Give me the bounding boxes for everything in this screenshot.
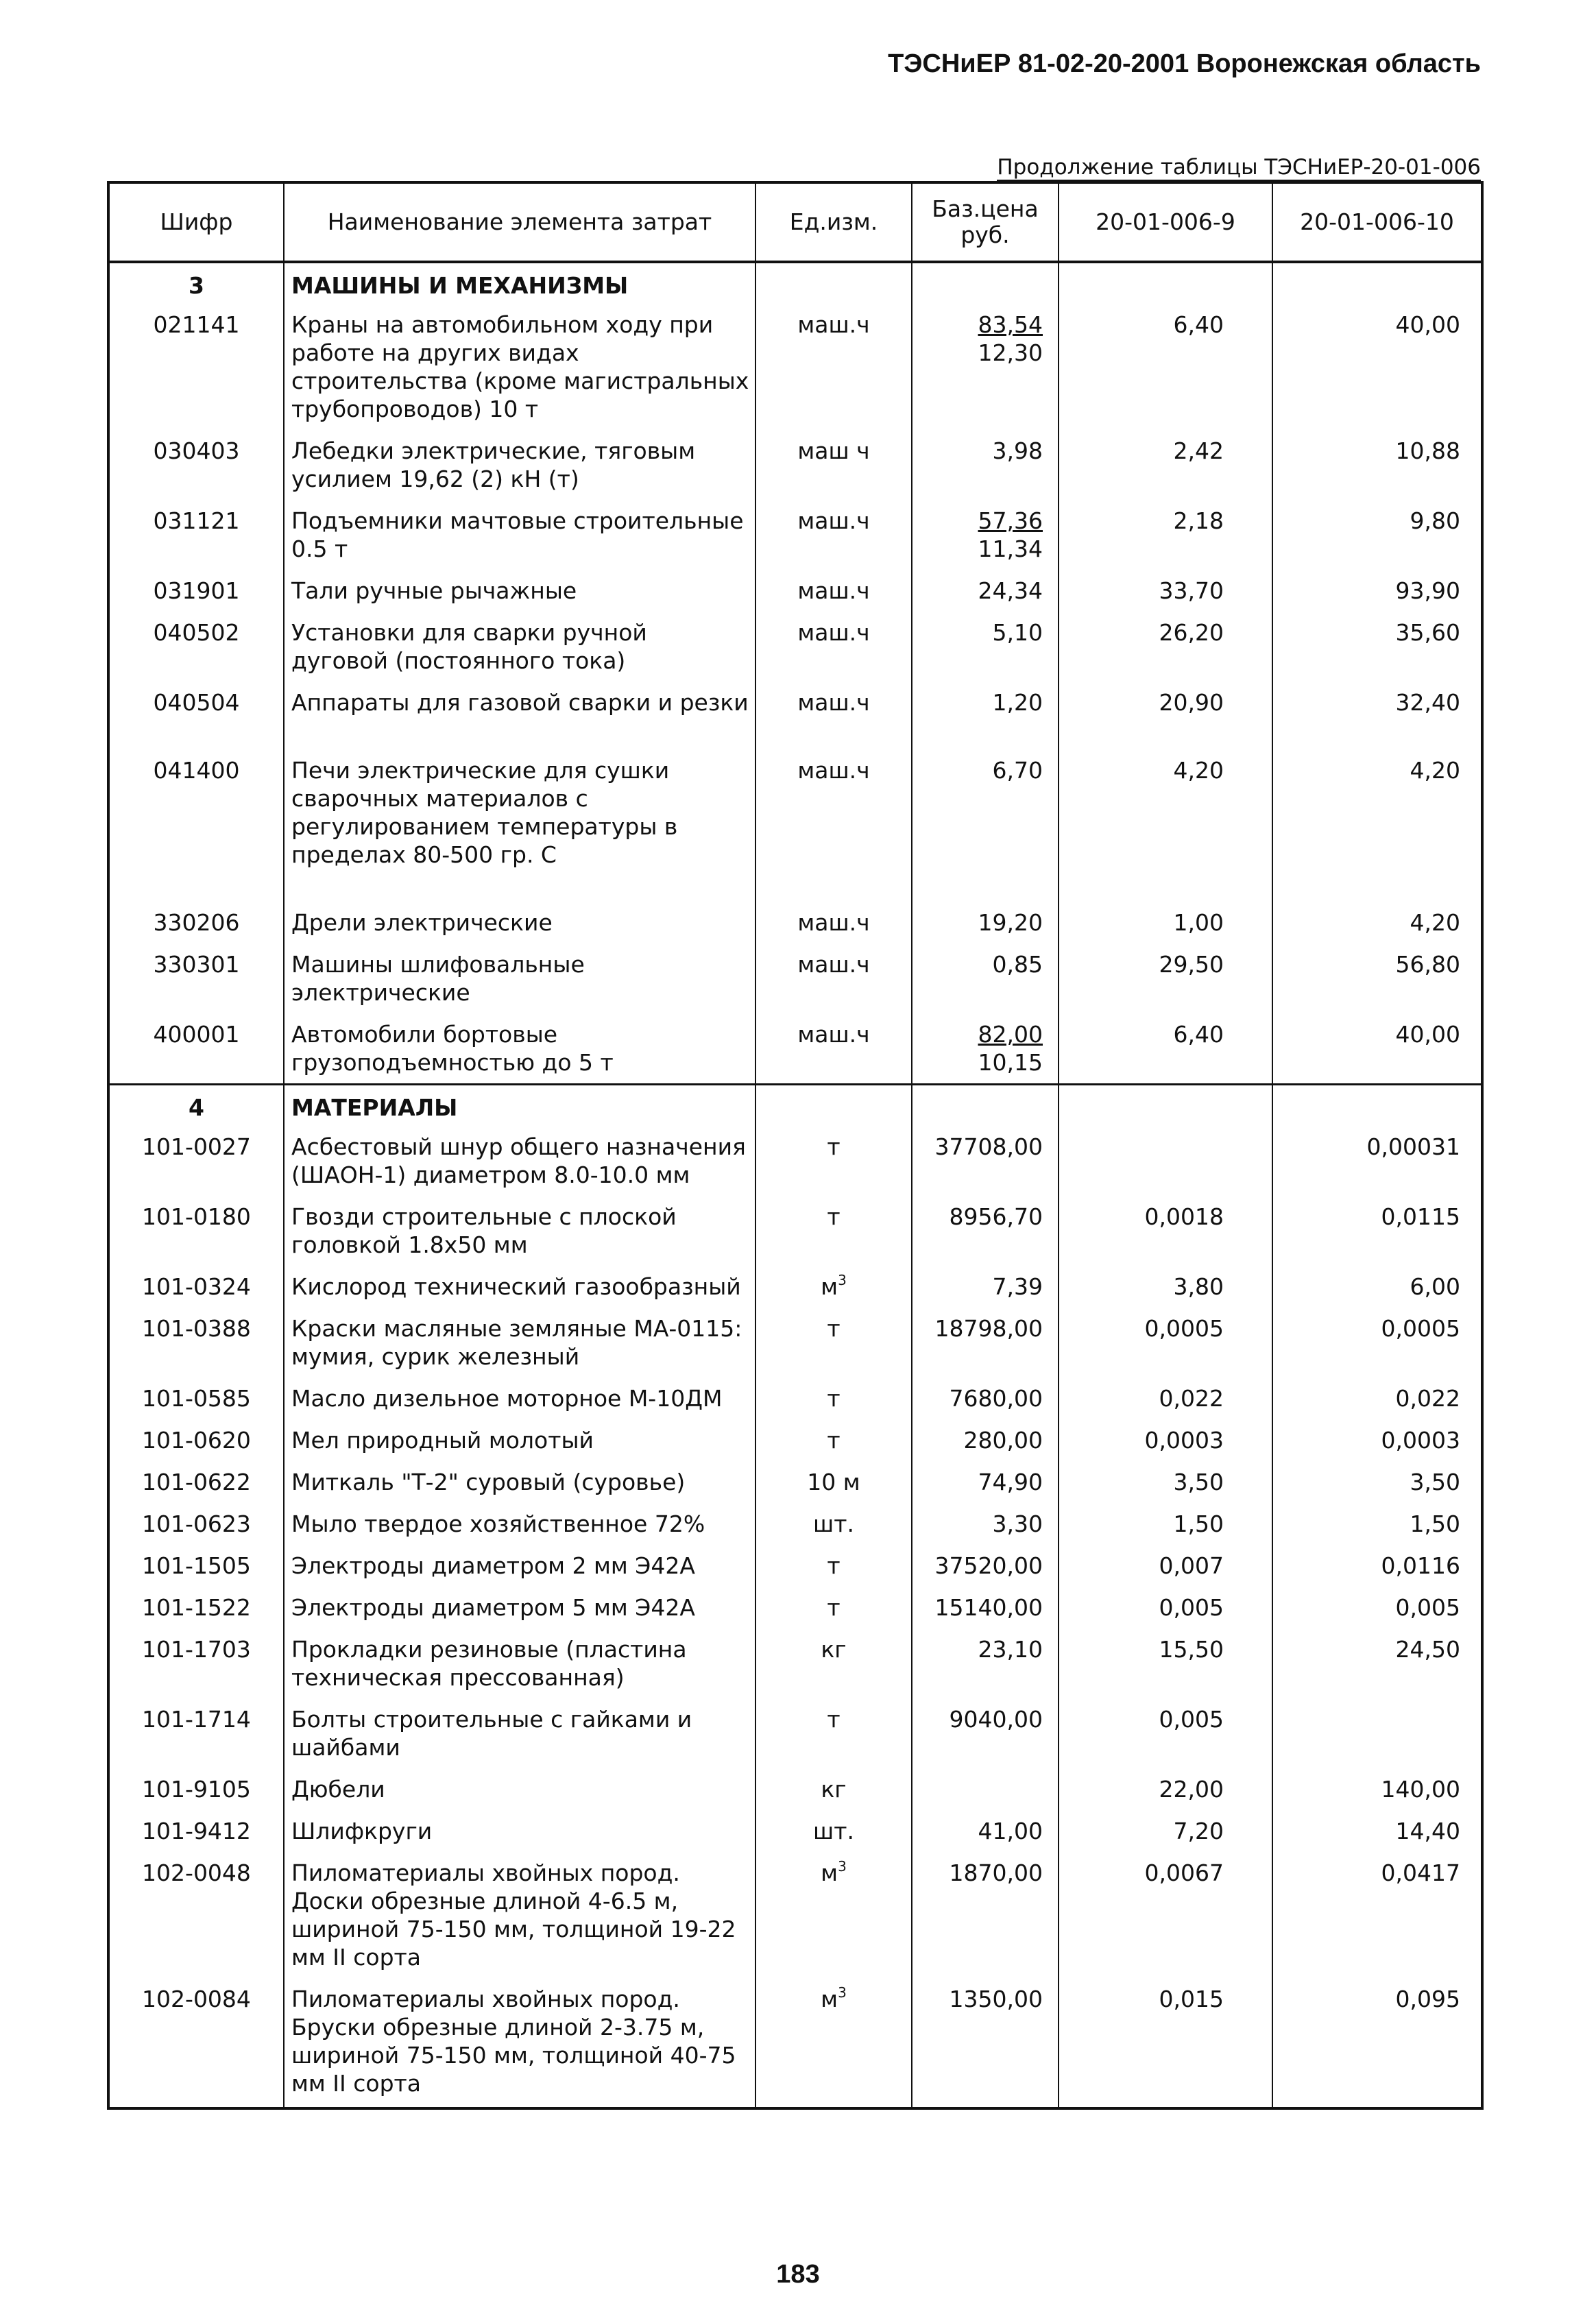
cell-unit: маш.ч bbox=[755, 682, 912, 749]
cell-price bbox=[912, 612, 1059, 682]
cell-norm-10: 6,00 bbox=[1272, 1266, 1482, 1308]
cell-unit: маш.ч bbox=[755, 304, 912, 430]
cell-price bbox=[912, 1587, 1059, 1628]
price-value: 37520,00 bbox=[934, 1552, 1043, 1579]
empty-cell bbox=[912, 262, 1059, 304]
column-header-price: Баз.цена руб. bbox=[912, 182, 1059, 262]
cell-unit: т bbox=[755, 1196, 912, 1266]
cell-price bbox=[912, 1978, 1059, 2108]
price-value: 1,20 bbox=[992, 689, 1043, 716]
cell-code: 030403 bbox=[108, 430, 284, 500]
cell-unit: т bbox=[755, 1377, 912, 1419]
cell-unit: т bbox=[755, 1545, 912, 1587]
cell-code: 330301 bbox=[108, 943, 284, 1013]
table-row bbox=[108, 1377, 1482, 1419]
cell-code: 101-9412 bbox=[108, 1810, 284, 1852]
cell-price bbox=[912, 1768, 1059, 1810]
table-row bbox=[108, 1810, 1482, 1852]
section-title: МАТЕРИАЛЫ bbox=[284, 1085, 755, 1127]
cell-unit: маш.ч bbox=[755, 612, 912, 682]
cell-code: 101-1703 bbox=[108, 1628, 284, 1698]
price-value: 74,90 bbox=[978, 1469, 1043, 1495]
cell-norm-9: 33,70 bbox=[1059, 570, 1272, 612]
cell-unit: т bbox=[755, 1126, 912, 1196]
cell-price bbox=[912, 943, 1059, 1013]
cell-name: Миткаль "Т-2" суровый (суровье) bbox=[284, 1461, 755, 1503]
table-row bbox=[108, 749, 1482, 902]
cell-name: Мыло твердое хозяйственное 72% bbox=[284, 1503, 755, 1545]
cell-norm-10: 93,90 bbox=[1272, 570, 1482, 612]
cell-code: 101-0620 bbox=[108, 1419, 284, 1461]
cell-code: 101-0324 bbox=[108, 1266, 284, 1308]
cell-norm-9: 4,20 bbox=[1059, 749, 1272, 902]
cell-norm-9: 20,90 bbox=[1059, 682, 1272, 749]
cell-norm-9: 15,50 bbox=[1059, 1628, 1272, 1698]
table-row bbox=[108, 1978, 1482, 2108]
cell-name: Мел природный молотый bbox=[284, 1419, 755, 1461]
cell-code: 101-0180 bbox=[108, 1196, 284, 1266]
price-value: 7,39 bbox=[992, 1273, 1043, 1300]
cell-code: 101-1714 bbox=[108, 1698, 284, 1768]
cell-norm-10: 0,0115 bbox=[1272, 1196, 1482, 1266]
cell-norm-10: 0,0003 bbox=[1272, 1419, 1482, 1461]
table-row bbox=[108, 1545, 1482, 1587]
cell-norm-10: 3,50 bbox=[1272, 1461, 1482, 1503]
cell-unit: т bbox=[755, 1587, 912, 1628]
resource-table bbox=[107, 181, 1484, 2110]
cell-unit: маш.ч bbox=[755, 943, 912, 1013]
table-row bbox=[108, 1196, 1482, 1266]
price-value: 1350,00 bbox=[949, 1986, 1043, 2012]
cell-norm-9: 6,40 bbox=[1059, 304, 1272, 430]
cell-price bbox=[912, 1126, 1059, 1196]
cell-code: 102-0084 bbox=[108, 1978, 284, 2108]
empty-cell bbox=[1272, 262, 1482, 304]
cell-norm-9: 0,0018 bbox=[1059, 1196, 1272, 1266]
cell-price bbox=[912, 1461, 1059, 1503]
cell-unit: $м^3$ bbox=[755, 1978, 912, 2108]
empty-cell bbox=[1059, 1085, 1272, 1127]
cell-norm-10: 9,80 bbox=[1272, 500, 1482, 570]
table-row bbox=[108, 1768, 1482, 1810]
table-row bbox=[108, 1308, 1482, 1377]
table-row bbox=[108, 1126, 1482, 1196]
cell-name: Дрели электрические bbox=[284, 902, 755, 943]
cell-norm-9: 29,50 bbox=[1059, 943, 1272, 1013]
cell-code: 400001 bbox=[108, 1013, 284, 1085]
cell-price bbox=[912, 1698, 1059, 1768]
cell-price bbox=[912, 304, 1059, 430]
cell-name: Масло дизельное моторное М-10ДМ bbox=[284, 1377, 755, 1419]
cell-price bbox=[912, 1419, 1059, 1461]
empty-cell bbox=[1059, 262, 1272, 304]
cell-name: Лебедки электрические, тяговым усилием 19,62 (2) кН (т) bbox=[284, 430, 755, 500]
price-value: 3,30 bbox=[992, 1510, 1043, 1537]
cell-unit: т bbox=[755, 1698, 912, 1768]
price-value: 3,98 bbox=[992, 437, 1043, 464]
cell-unit: т bbox=[755, 1308, 912, 1377]
table-continuation-caption: Продолжение таблицы ТЭСНиЕР-20-01-006 bbox=[997, 155, 1481, 180]
table-row bbox=[108, 1419, 1482, 1461]
price-value: 1870,00 bbox=[949, 1859, 1043, 1886]
table-row bbox=[108, 612, 1482, 682]
cell-code: 040504 bbox=[108, 682, 284, 749]
column-header-norm-9: 20-01-006-9 bbox=[1059, 182, 1272, 262]
cell-code: 330206 bbox=[108, 902, 284, 943]
cell-norm-9: 2,42 bbox=[1059, 430, 1272, 500]
cell-price bbox=[912, 570, 1059, 612]
price-value: 82,00 bbox=[978, 1021, 1043, 1048]
cell-name: Электроды диаметром 2 мм Э42А bbox=[284, 1545, 755, 1587]
cell-name: Печи электрические для сушки сварочных материалов с регулированием температуры в пределах 80-500 гр. С bbox=[284, 749, 755, 902]
section-number: 3 bbox=[108, 262, 284, 304]
price-value: 19,20 bbox=[978, 909, 1043, 936]
cell-unit: маш.ч bbox=[755, 1013, 912, 1085]
cell-name: Дюбели bbox=[284, 1768, 755, 1810]
cell-norm-9: 3,80 bbox=[1059, 1266, 1272, 1308]
cell-code: 101-0027 bbox=[108, 1126, 284, 1196]
cell-unit: шт. bbox=[755, 1503, 912, 1545]
cell-price bbox=[912, 1196, 1059, 1266]
cell-price bbox=[912, 1308, 1059, 1377]
table-row bbox=[108, 1852, 1482, 1978]
cell-unit: 10 м bbox=[755, 1461, 912, 1503]
cell-norm-10: 14,40 bbox=[1272, 1810, 1482, 1852]
cell-name: Гвозди строительные с плоской головкой 1.8x50 мм bbox=[284, 1196, 755, 1266]
table-row bbox=[108, 902, 1482, 943]
table-row bbox=[108, 943, 1482, 1013]
price-value: 9040,00 bbox=[949, 1706, 1043, 1733]
cell-unit: шт. bbox=[755, 1810, 912, 1852]
cell-norm-9: 1,00 bbox=[1059, 902, 1272, 943]
cell-norm-10: 56,80 bbox=[1272, 943, 1482, 1013]
cell-norm-10: 140,00 bbox=[1272, 1768, 1482, 1810]
cell-norm-10: 0,095 bbox=[1272, 1978, 1482, 2108]
table-body bbox=[108, 262, 1482, 2108]
column-header-norm-10: 20-01-006-10 bbox=[1272, 182, 1482, 262]
cell-price bbox=[912, 500, 1059, 570]
cell-norm-9: 0,007 bbox=[1059, 1545, 1272, 1587]
cell-norm-10: 0,0116 bbox=[1272, 1545, 1482, 1587]
cell-price bbox=[912, 1266, 1059, 1308]
cell-price bbox=[912, 1503, 1059, 1545]
cell-norm-9: 22,00 bbox=[1059, 1768, 1272, 1810]
cell-norm-10: 0,00031 bbox=[1272, 1126, 1482, 1196]
cell-name: Установки для сварки ручной дуговой (постоянного тока) bbox=[284, 612, 755, 682]
cell-name: Машины шлифовальные электрические bbox=[284, 943, 755, 1013]
cell-norm-10: 0,0005 bbox=[1272, 1308, 1482, 1377]
column-header-code: Шифр bbox=[108, 182, 284, 262]
cell-code: 101-0388 bbox=[108, 1308, 284, 1377]
cell-norm-10: 4,20 bbox=[1272, 749, 1482, 902]
cell-norm-9: 2,18 bbox=[1059, 500, 1272, 570]
cell-code: 101-0585 bbox=[108, 1377, 284, 1419]
cell-norm-10: 0,0417 bbox=[1272, 1852, 1482, 1978]
empty-cell bbox=[755, 1085, 912, 1127]
cell-price bbox=[912, 1377, 1059, 1419]
cell-unit: маш.ч bbox=[755, 749, 912, 902]
table-row bbox=[108, 1461, 1482, 1503]
table-row bbox=[108, 500, 1482, 570]
cell-norm-9 bbox=[1059, 1126, 1272, 1196]
price-value: 18798,00 bbox=[934, 1315, 1043, 1342]
price-value: 15140,00 bbox=[934, 1594, 1043, 1621]
price-secondary-value: 11,34 bbox=[978, 535, 1043, 562]
cell-code: 101-0622 bbox=[108, 1461, 284, 1503]
table-row bbox=[108, 1587, 1482, 1628]
page-number: 183 bbox=[776, 2260, 820, 2289]
section-title: МАШИНЫ И МЕХАНИЗМЫ bbox=[284, 262, 755, 304]
cell-norm-10: 40,00 bbox=[1272, 1013, 1482, 1085]
cell-norm-10: 0,022 bbox=[1272, 1377, 1482, 1419]
section-row bbox=[108, 1085, 1482, 1127]
cell-code: 040502 bbox=[108, 612, 284, 682]
cell-code: 101-1522 bbox=[108, 1587, 284, 1628]
cell-unit: $м^3$ bbox=[755, 1266, 912, 1308]
cell-code: 101-0623 bbox=[108, 1503, 284, 1545]
price-value: 83,54 bbox=[978, 311, 1043, 338]
cell-price bbox=[912, 749, 1059, 902]
price-value: 6,70 bbox=[992, 757, 1043, 784]
empty-cell bbox=[912, 1085, 1059, 1127]
cell-norm-9: 0,005 bbox=[1059, 1698, 1272, 1768]
cell-code: 021141 bbox=[108, 304, 284, 430]
cell-name: Прокладки резиновые (пластина техническая прессованная) bbox=[284, 1628, 755, 1698]
cell-price bbox=[912, 1852, 1059, 1978]
price-value: 23,10 bbox=[978, 1636, 1043, 1663]
cell-norm-9: 1,50 bbox=[1059, 1503, 1272, 1545]
cell-norm-10: 0,005 bbox=[1272, 1587, 1482, 1628]
table-row bbox=[108, 1266, 1482, 1308]
cell-name: Аппараты для газовой сварки и резки bbox=[284, 682, 755, 749]
cell-name: Болты строительные с гайками и шайбами bbox=[284, 1698, 755, 1768]
cell-code: 031121 bbox=[108, 500, 284, 570]
table-row bbox=[108, 682, 1482, 749]
cell-name: Кислород технический газообразный bbox=[284, 1266, 755, 1308]
cell-price bbox=[912, 1810, 1059, 1852]
cell-name: Асбестовый шнур общего назначения (ШАОН-1) диаметром 8.0-10.0 мм bbox=[284, 1126, 755, 1196]
cell-unit: маш ч bbox=[755, 430, 912, 500]
cell-price bbox=[912, 430, 1059, 500]
cell-norm-9: 0,0067 bbox=[1059, 1852, 1272, 1978]
cell-norm-10: 1,50 bbox=[1272, 1503, 1482, 1545]
cell-code: 101-1505 bbox=[108, 1545, 284, 1587]
cell-unit: кг bbox=[755, 1768, 912, 1810]
cell-unit: кг bbox=[755, 1628, 912, 1698]
cell-norm-9: 0,015 bbox=[1059, 1978, 1272, 2108]
cell-code: 031901 bbox=[108, 570, 284, 612]
cell-name: Пиломатериалы хвойных пород. Бруски обрезные длиной 2-3.75 м, шириной 75-150 мм, толщиной 40-75 мм II сорта bbox=[284, 1978, 755, 2108]
cell-name: Пиломатериалы хвойных пород. Доски обрезные длиной 4-6.5 м, шириной 75-150 мм, толщиной 19-22 мм II сорта bbox=[284, 1852, 755, 1978]
cell-unit: маш.ч bbox=[755, 902, 912, 943]
table-row bbox=[108, 430, 1482, 500]
price-value: 280,00 bbox=[963, 1427, 1043, 1454]
price-value: 57,36 bbox=[978, 507, 1043, 534]
price-value: 7680,00 bbox=[949, 1385, 1043, 1412]
section-row bbox=[108, 262, 1482, 304]
price-value: 37708,00 bbox=[934, 1133, 1043, 1160]
price-value: 0,85 bbox=[992, 951, 1043, 978]
price-value: 5,10 bbox=[992, 619, 1043, 646]
table-row bbox=[108, 304, 1482, 430]
table-row bbox=[108, 570, 1482, 612]
table-row bbox=[108, 1628, 1482, 1698]
price-value: 24,34 bbox=[978, 577, 1043, 604]
cell-unit: т bbox=[755, 1419, 912, 1461]
cell-unit: маш.ч bbox=[755, 570, 912, 612]
cell-name: Шлифкруги bbox=[284, 1810, 755, 1852]
table-header bbox=[108, 182, 1482, 262]
cell-name: Тали ручные рычажные bbox=[284, 570, 755, 612]
cell-norm-9: 26,20 bbox=[1059, 612, 1272, 682]
cell-price bbox=[912, 682, 1059, 749]
cell-code: 101-9105 bbox=[108, 1768, 284, 1810]
cell-name: Краски масляные земляные МА-0115: мумия, сурик железный bbox=[284, 1308, 755, 1377]
table-row bbox=[108, 1503, 1482, 1545]
cell-norm-9: 3,50 bbox=[1059, 1461, 1272, 1503]
cell-unit: маш.ч bbox=[755, 500, 912, 570]
section-number: 4 bbox=[108, 1085, 284, 1127]
column-header-name: Наименование элемента затрат bbox=[284, 182, 755, 262]
table-row bbox=[108, 1698, 1482, 1768]
price-value: 8956,70 bbox=[949, 1203, 1043, 1230]
cell-norm-9: 0,0005 bbox=[1059, 1308, 1272, 1377]
cell-norm-10: 40,00 bbox=[1272, 304, 1482, 430]
cell-code: 102-0048 bbox=[108, 1852, 284, 1978]
cell-name: Краны на автомобильном ходу при работе на других видах строительства (кроме магистральных трубопроводов) 10 т bbox=[284, 304, 755, 430]
cell-norm-10: 24,50 bbox=[1272, 1628, 1482, 1698]
cell-unit: $м^3$ bbox=[755, 1852, 912, 1978]
cell-norm-9: 0,022 bbox=[1059, 1377, 1272, 1419]
cell-name: Электроды диаметром 5 мм Э42А bbox=[284, 1587, 755, 1628]
price-value: 41,00 bbox=[978, 1818, 1043, 1844]
cell-norm-9: 6,40 bbox=[1059, 1013, 1272, 1085]
cell-norm-10: 32,40 bbox=[1272, 682, 1482, 749]
cell-price bbox=[912, 902, 1059, 943]
cell-norm-9: 0,0003 bbox=[1059, 1419, 1272, 1461]
table-row bbox=[108, 1013, 1482, 1085]
document-header-title: ТЭСНиЕР 81-02-20-2001 Воронежская область bbox=[888, 49, 1481, 78]
cell-norm-10 bbox=[1272, 1698, 1482, 1768]
column-header-unit: Ед.изм. bbox=[755, 182, 912, 262]
cell-name: Подъемники мачтовые строительные 0.5 т bbox=[284, 500, 755, 570]
cell-price bbox=[912, 1013, 1059, 1085]
cell-norm-10: 35,60 bbox=[1272, 612, 1482, 682]
empty-cell bbox=[1272, 1085, 1482, 1127]
cell-norm-9: 0,005 bbox=[1059, 1587, 1272, 1628]
cell-norm-9: 7,20 bbox=[1059, 1810, 1272, 1852]
cell-code: 041400 bbox=[108, 749, 284, 902]
price-secondary-value: 12,30 bbox=[978, 339, 1043, 366]
cell-price bbox=[912, 1545, 1059, 1587]
cell-name: Автомобили бортовые грузоподъемностью до 5 т bbox=[284, 1013, 755, 1085]
cell-norm-10: 4,20 bbox=[1272, 902, 1482, 943]
cell-price bbox=[912, 1628, 1059, 1698]
cell-norm-10: 10,88 bbox=[1272, 430, 1482, 500]
empty-cell bbox=[755, 262, 912, 304]
price-secondary-value: 10,15 bbox=[978, 1049, 1043, 1076]
